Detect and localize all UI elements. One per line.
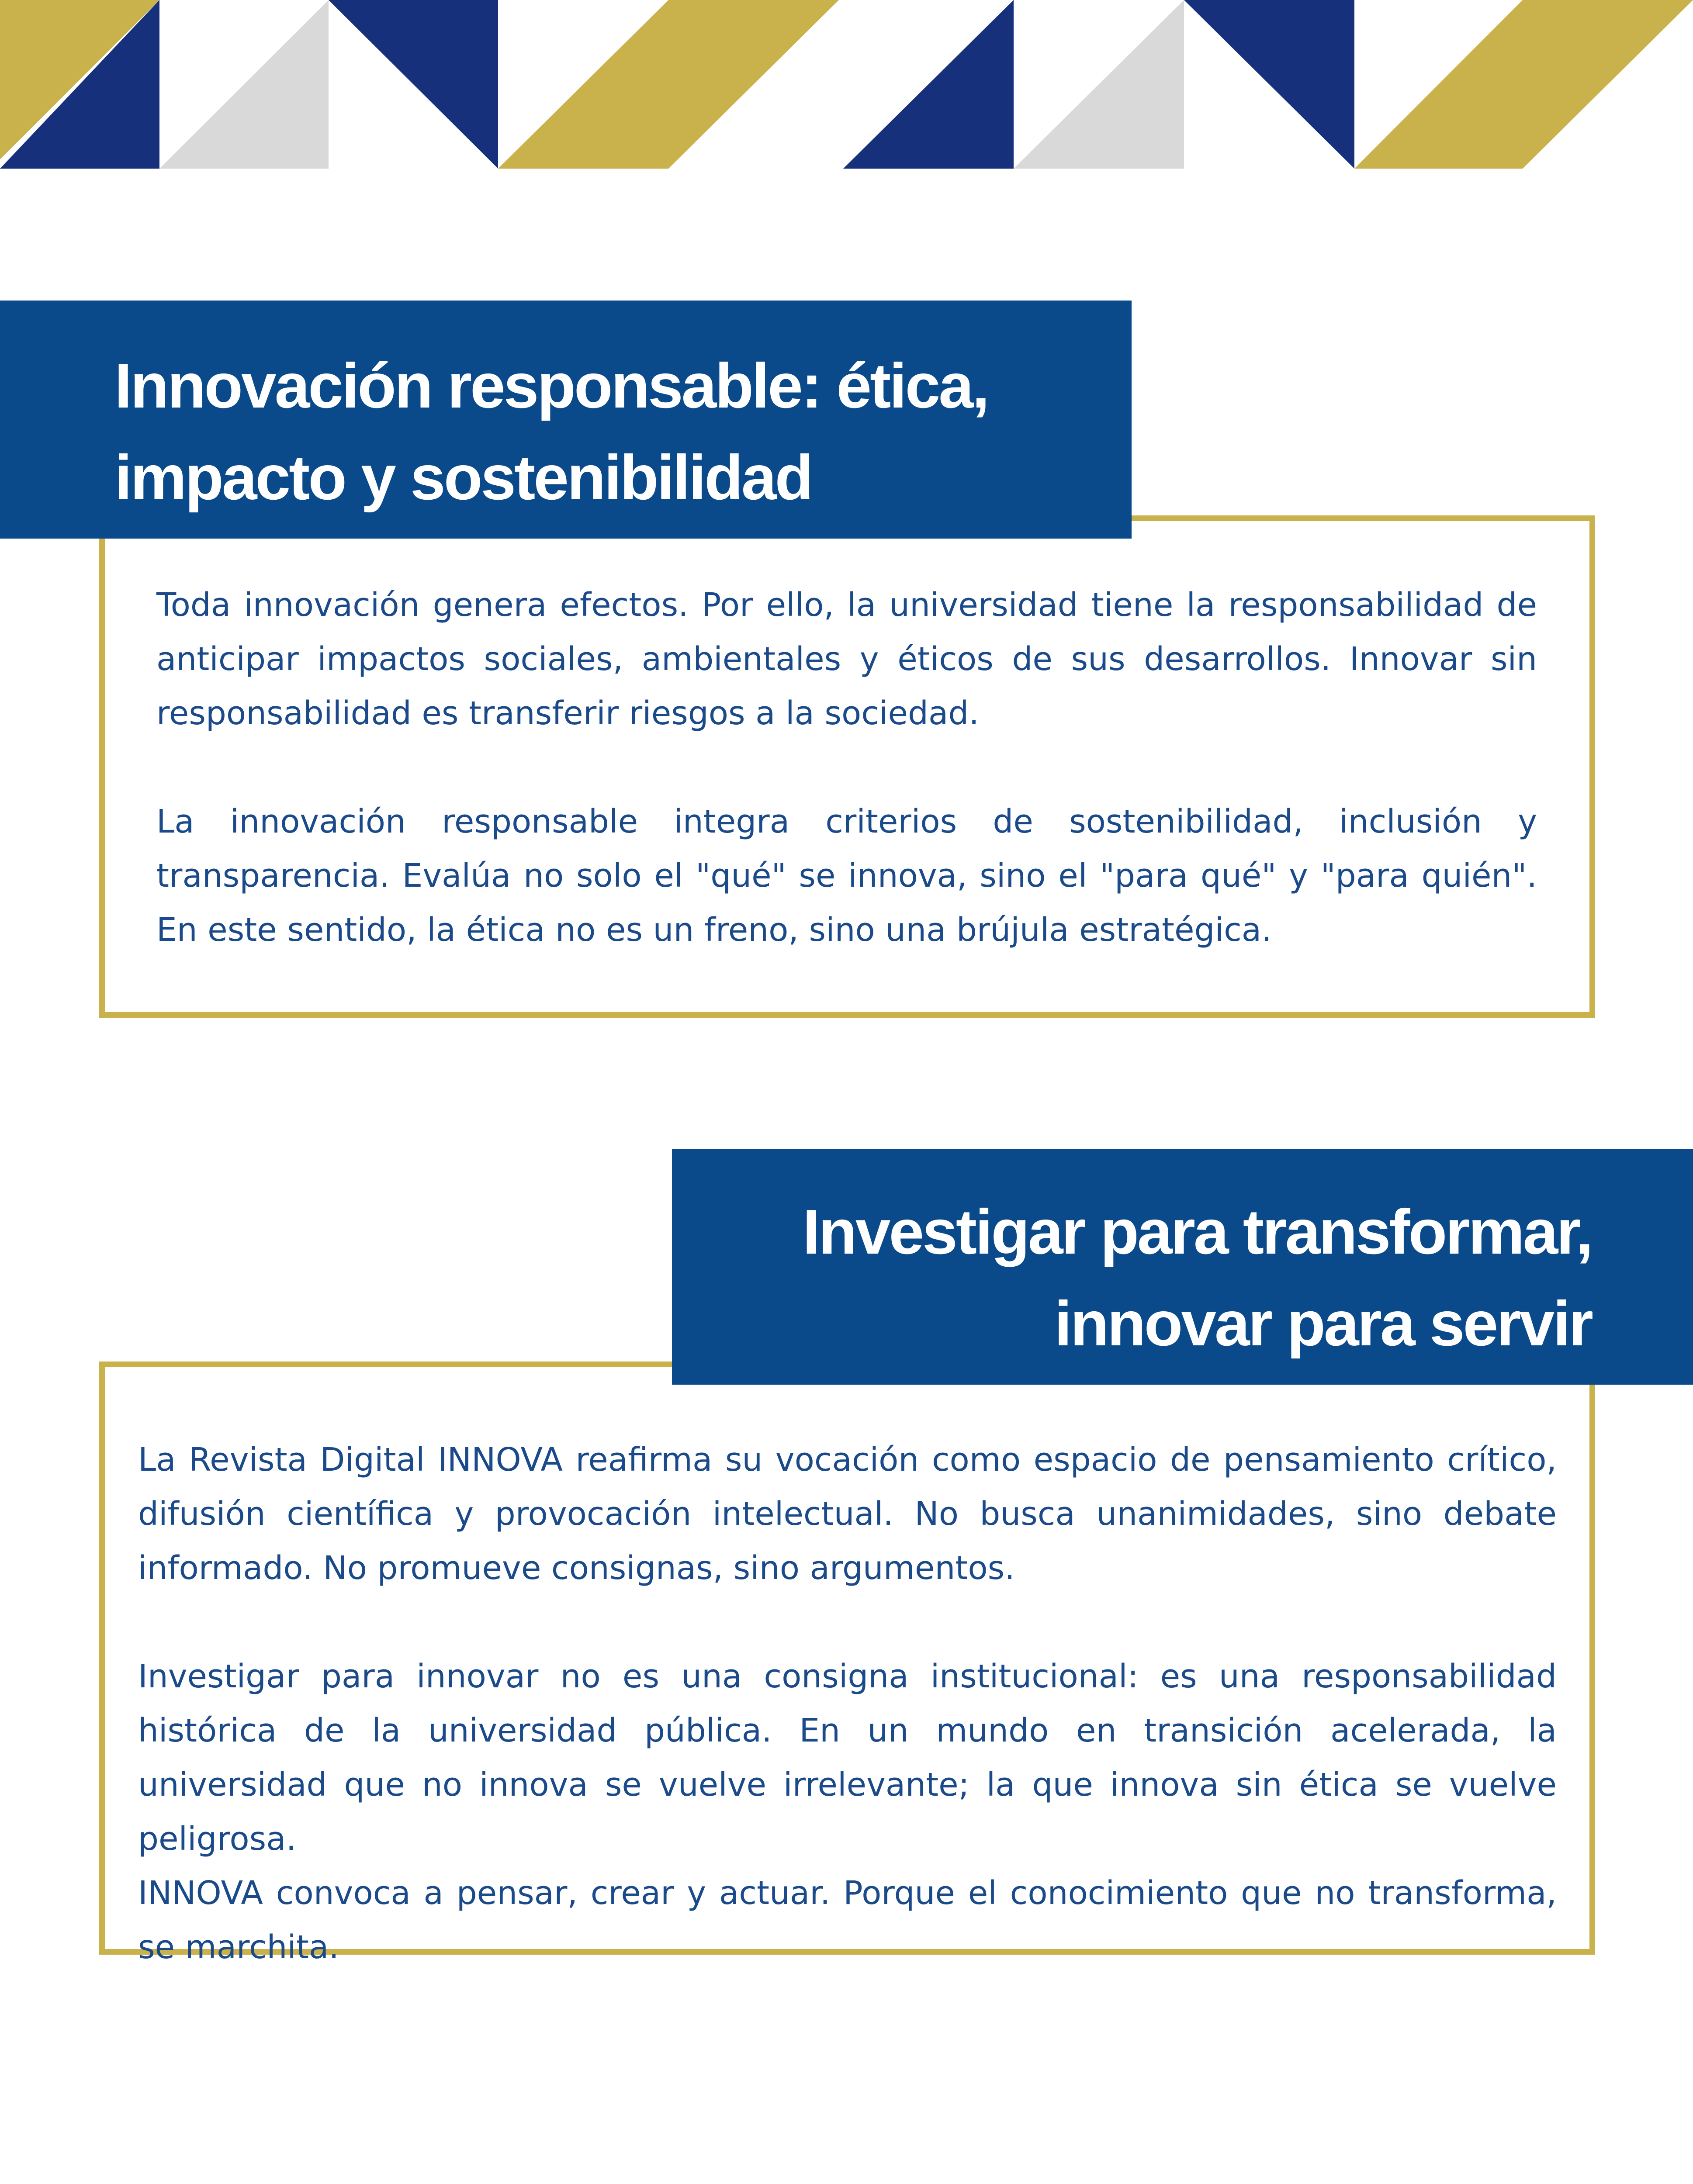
decorative-triangle-pattern bbox=[0, 0, 1693, 169]
section2-paragraph-2: Investigar para innovar no es una consigna institucional: es una responsabilidad histórica de la universidad pública. En un mundo en transición acelerada, la universidad que no innova se vuelve irrelevante; la que innova sin ética se vuelve peligrosa. bbox=[138, 1658, 1557, 1858]
triangle-navy bbox=[843, 0, 1014, 169]
triangle-gold bbox=[1523, 0, 1693, 169]
section2-title-banner bbox=[672, 1149, 1693, 1385]
section2-paragraph-1: La Revista Digital INNOVA reafirma su vocación como espacio de pensamiento crítico, difusión científica y provocación intelectual. No busca unanimidades, sino debate informado. No promueve consignas, sino argumentos. bbox=[138, 1441, 1557, 1587]
triangle-gold bbox=[1354, 0, 1523, 169]
triangle-navy bbox=[1184, 0, 1354, 169]
triangle-gold bbox=[668, 0, 839, 169]
section1-title-line-2: impacto y sostenibilidad bbox=[114, 442, 812, 513]
section1-paragraph-1: Toda innovación genera efectos. Por ello, la universidad tiene la responsabilidad de anticipar impactos sociales, ambientales y éticos de sus desarrollos. Innovar sin responsabilidad es transferir riesgos a la sociedad. bbox=[156, 586, 1537, 732]
section1-paragraph-2: La innovación responsable integra criterios de sostenibilidad, inclusión y transparencia. Evalúa no solo el "qué" se innova, sino el "para qué" y "para quién". En este sentido, la ética no es un freno, sino una brújula estratégica. bbox=[156, 803, 1537, 949]
section2-title-line-1: Investigar para transformar, bbox=[803, 1196, 1592, 1267]
section1-title-line-1: Innovación responsable: ética, bbox=[114, 350, 988, 421]
triangle-navy bbox=[329, 0, 498, 169]
section1-text-box bbox=[99, 515, 1595, 1018]
section2-text-box bbox=[99, 1362, 1595, 1966]
section1-title-banner bbox=[0, 301, 1132, 539]
triangle-gold bbox=[498, 0, 668, 169]
triangle-gray bbox=[159, 0, 329, 169]
section2-paragraph-3: INNOVA convoca a pensar, crear y actuar. Porque el conocimiento que no transforma, se marchita. bbox=[138, 1874, 1557, 1966]
triangle-gray bbox=[1014, 0, 1184, 169]
section2-title-line-2: innovar para servir bbox=[1054, 1288, 1592, 1359]
